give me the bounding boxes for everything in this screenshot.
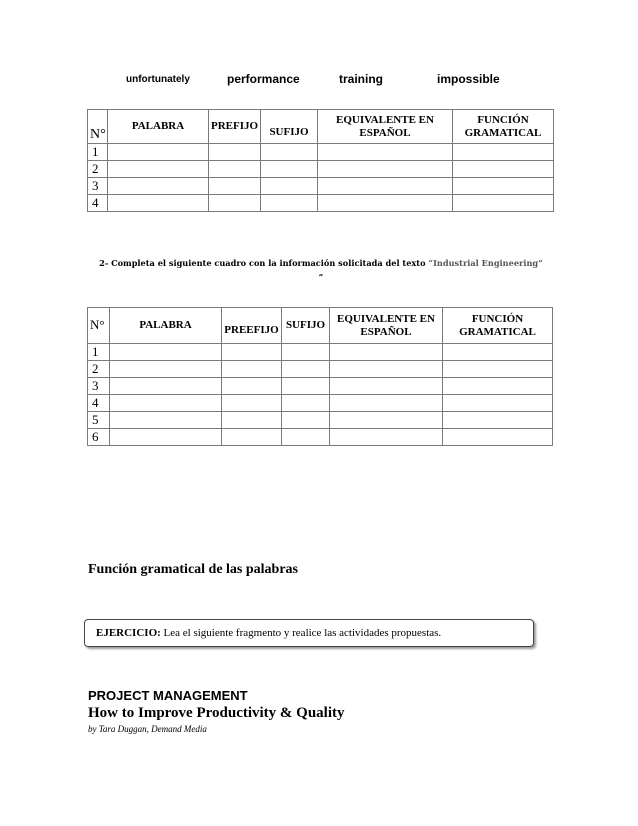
cell-prefijo[interactable] [222, 378, 282, 395]
header-palabra: PALABRA [108, 110, 209, 144]
table-row [88, 395, 553, 412]
word-item: training [339, 72, 383, 86]
cell-prefijo[interactable] [222, 429, 282, 446]
article-title: How to Improve Productivity & Quality [88, 705, 345, 721]
cell-funcion[interactable] [453, 178, 554, 195]
row-number: 1 [88, 144, 108, 161]
cell-sufijo[interactable] [282, 395, 330, 412]
word-item: impossible [437, 72, 500, 86]
word-item: performance [227, 72, 300, 86]
row-number: 3 [88, 378, 110, 395]
header-funcion: FUNCIÓN GRAMATICAL [443, 308, 553, 344]
word-list [0, 72, 638, 88]
cell-sufijo[interactable] [282, 378, 330, 395]
cell-sufijo[interactable] [282, 361, 330, 378]
table-row [88, 144, 554, 161]
cell-sufijo[interactable] [282, 412, 330, 429]
row-number: 5 [88, 412, 110, 429]
exercise-text: Lea el siguiente fragmento y realice las actividades propuestas. [160, 627, 442, 639]
cell-equivalente[interactable] [318, 195, 453, 212]
table-row [88, 378, 553, 395]
cell-sufijo[interactable] [261, 178, 318, 195]
cell-sufijo[interactable] [282, 429, 330, 446]
cell-equivalente[interactable] [330, 429, 443, 446]
table-row [88, 344, 553, 361]
cell-palabra[interactable] [110, 429, 222, 446]
cell-sufijo[interactable] [261, 195, 318, 212]
table-row [88, 361, 553, 378]
cell-sufijo[interactable] [282, 344, 330, 361]
table-row [88, 161, 554, 178]
instruction-closing-mark: ” [318, 272, 324, 282]
cell-palabra[interactable] [108, 161, 209, 178]
cell-funcion[interactable] [443, 378, 553, 395]
cell-funcion[interactable] [443, 395, 553, 412]
table-row [88, 412, 553, 429]
instruction-quoted-title: “Industrial Engineering” [428, 258, 543, 268]
table-row [88, 178, 554, 195]
article-byline: by Tara Duggan, Demand Media [88, 724, 207, 734]
row-number: 2 [88, 161, 108, 178]
section-heading: Función gramatical de las palabras [88, 562, 299, 577]
word-analysis-table-2 [87, 307, 553, 446]
row-number: 2 [88, 361, 110, 378]
row-number: 3 [88, 178, 108, 195]
header-funcion: FUNCIÓN GRAMATICAL [453, 110, 554, 144]
cell-prefijo[interactable] [209, 161, 261, 178]
table-row [88, 195, 554, 212]
word-item: unfortunately [126, 74, 190, 85]
cell-equivalente[interactable] [330, 395, 443, 412]
header-prefijo: PREEFIJO [222, 308, 282, 344]
row-number: 4 [88, 395, 110, 412]
cell-funcion[interactable] [453, 144, 554, 161]
cell-prefijo[interactable] [209, 144, 261, 161]
cell-palabra[interactable] [110, 395, 222, 412]
row-number: 6 [88, 429, 110, 446]
cell-palabra[interactable] [108, 144, 209, 161]
row-number: 1 [88, 344, 110, 361]
cell-prefijo[interactable] [222, 395, 282, 412]
header-number: N° [88, 308, 110, 344]
cell-equivalente[interactable] [318, 178, 453, 195]
cell-palabra[interactable] [108, 178, 209, 195]
table-header-row [88, 308, 553, 344]
exercise-box [84, 619, 534, 647]
table-row [88, 429, 553, 446]
cell-equivalente[interactable] [318, 144, 453, 161]
header-prefijo: PREFIJO [209, 110, 261, 144]
row-number: 4 [88, 195, 108, 212]
cell-palabra[interactable] [108, 195, 209, 212]
cell-equivalente[interactable] [330, 378, 443, 395]
cell-palabra[interactable] [110, 344, 222, 361]
header-equivalente: EQUIVALENTE EN ESPAÑOL [318, 110, 453, 144]
cell-prefijo[interactable] [209, 178, 261, 195]
cell-sufijo[interactable] [261, 161, 318, 178]
cell-prefijo[interactable] [222, 361, 282, 378]
cell-funcion[interactable] [453, 195, 554, 212]
cell-funcion[interactable] [443, 429, 553, 446]
cell-funcion[interactable] [453, 161, 554, 178]
header-sufijo: SUFIJO [282, 308, 330, 344]
cell-prefijo[interactable] [222, 412, 282, 429]
table-header-row [88, 110, 554, 144]
header-sufijo: SUFIJO [261, 110, 318, 144]
header-number: N° [88, 110, 108, 144]
article-section-label: PROJECT MANAGEMENT [88, 688, 248, 703]
header-equivalente: EQUIVALENTE EN ESPAÑOL [330, 308, 443, 344]
cell-equivalente[interactable] [330, 344, 443, 361]
cell-prefijo[interactable] [222, 344, 282, 361]
cell-palabra[interactable] [110, 361, 222, 378]
cell-sufijo[interactable] [261, 144, 318, 161]
cell-equivalente[interactable] [318, 161, 453, 178]
cell-palabra[interactable] [110, 412, 222, 429]
header-palabra: PALABRA [110, 308, 222, 344]
cell-funcion[interactable] [443, 344, 553, 361]
cell-equivalente[interactable] [330, 361, 443, 378]
instruction-paragraph [86, 256, 556, 284]
instruction-text: 2- Completa el siguiente cuadro con la información solicitada del texto [99, 258, 429, 268]
exercise-label: EJERCICIO: [96, 627, 161, 639]
cell-prefijo[interactable] [209, 195, 261, 212]
cell-funcion[interactable] [443, 412, 553, 429]
word-analysis-table-1 [87, 109, 554, 212]
cell-funcion[interactable] [443, 361, 553, 378]
cell-palabra[interactable] [110, 378, 222, 395]
cell-equivalente[interactable] [330, 412, 443, 429]
